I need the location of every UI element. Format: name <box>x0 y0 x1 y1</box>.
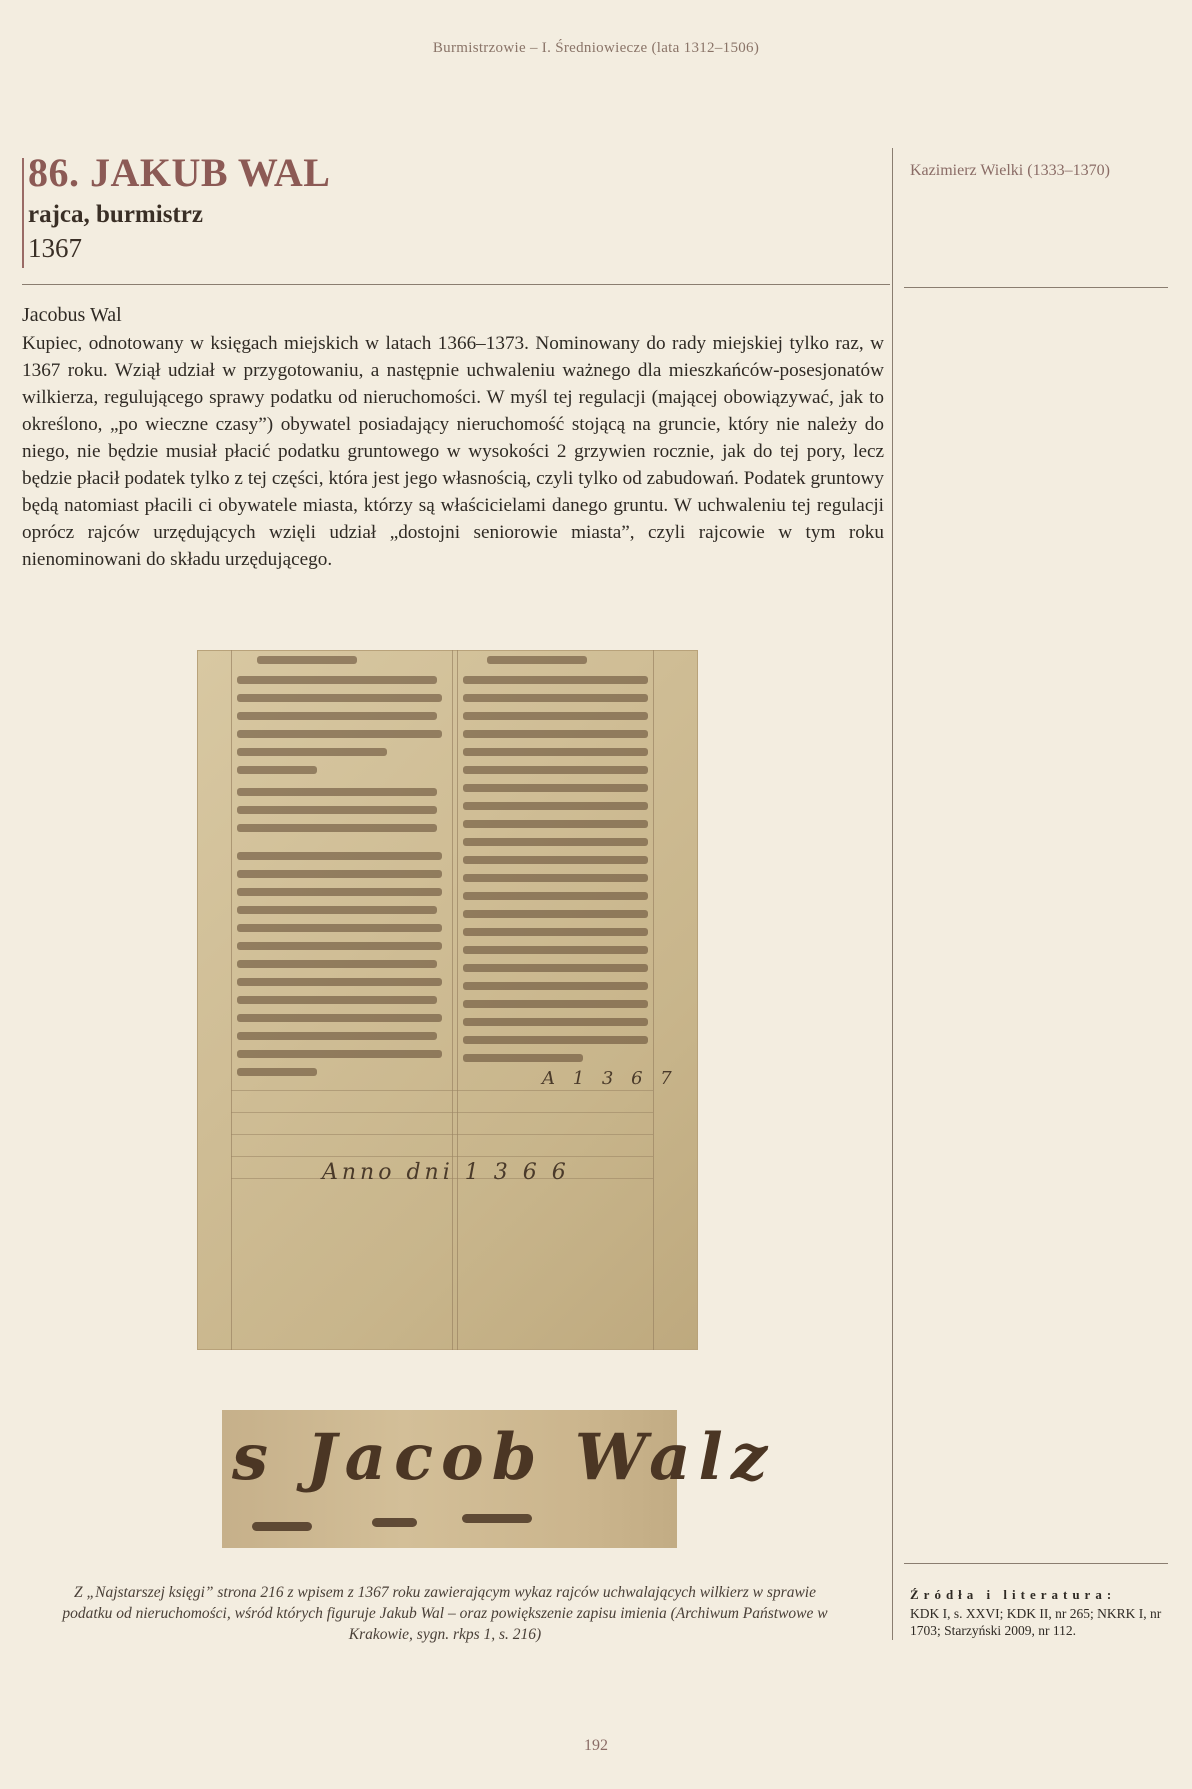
ms-script-line <box>237 712 437 720</box>
sidebar-divider <box>904 287 1168 288</box>
ms-script-line <box>237 960 437 968</box>
ms-ruling-line <box>653 650 654 1350</box>
ms-script-line <box>237 924 442 932</box>
ms-script-line <box>463 1000 648 1008</box>
entry-role: rajca, burmistrz <box>28 201 203 228</box>
ms-script-line <box>237 1014 442 1022</box>
ms-script-line <box>463 964 648 972</box>
ms-ruling-line <box>452 650 453 1350</box>
figure-caption: Z „Najstarszej księgi” strona 216 z wpisem z 1367 roku zawierającym wykaz rajców uchwalających wilkierz w sprawie podatku od nieruchomości, wśród których figuruje Jakub Wal – oraz powiększenie zapisu imienia (Archiwum Państwowe w Krakowie, sygn. rkps 1, s. 216) <box>62 1584 828 1643</box>
ms-script-line <box>237 906 437 914</box>
ms-script-line <box>463 982 648 990</box>
ms-script-line <box>463 712 648 720</box>
manuscript-page-image <box>197 650 698 1350</box>
ms-year-annotation: A 1 3 6 7 <box>542 1068 678 1089</box>
ms-ruling-line <box>231 1112 653 1113</box>
zoomed-name-detail-image <box>222 1410 776 1548</box>
ms-script-line <box>463 730 648 738</box>
zoom-stroke <box>252 1522 312 1531</box>
sidebar <box>910 162 1170 180</box>
ms-script-line <box>463 676 648 684</box>
zoom-handwriting: s Jacob Walz <box>232 1420 776 1495</box>
ms-script-line <box>237 766 317 774</box>
ms-ruling-line <box>457 650 458 1350</box>
entry-year: 1367 <box>28 233 82 263</box>
ms-script-line <box>463 892 648 900</box>
ms-script-line <box>463 784 648 792</box>
ms-script-line <box>237 996 437 1004</box>
ms-script-line <box>463 946 648 954</box>
ms-script-line <box>237 730 442 738</box>
ms-script-line <box>237 870 442 878</box>
ms-script-line <box>463 1036 648 1044</box>
ms-ruling-line <box>231 1156 653 1157</box>
ms-script-line <box>237 1050 442 1058</box>
ms-script-line <box>237 694 442 702</box>
ms-script-line <box>237 1032 437 1040</box>
ms-script-line <box>463 838 648 846</box>
ms-ruling-line <box>231 1134 653 1135</box>
reign-label: Kazimierz Wielki (1333–1370) <box>910 162 1110 179</box>
ms-anno-annotation: Anno dni 1 3 6 6 <box>322 1160 570 1185</box>
ms-script-line <box>487 656 587 664</box>
running-header: Burmistrzowie – I. Średniowiecze (lata 1312–1506) <box>432 40 760 56</box>
sources-body: KDK I, s. XXVI; KDK II, nr 265; NKRK I, nr 1703; Starzyński 2009, nr 112. <box>910 1606 1162 1638</box>
ms-script-line <box>463 874 648 882</box>
column-divider <box>892 148 893 1640</box>
entry-heading <box>22 150 890 266</box>
ms-script-line <box>237 824 437 832</box>
main-column <box>22 150 890 570</box>
sources-heading: Źródła i literatura: <box>910 1587 1117 1602</box>
ms-script-line <box>257 656 357 664</box>
ms-script-line <box>463 820 648 828</box>
ms-script-line <box>237 676 437 684</box>
ms-script-line <box>463 928 648 936</box>
ms-script-line <box>237 1068 317 1076</box>
page-number: 192 <box>584 1737 608 1754</box>
ms-script-line <box>237 978 442 986</box>
ms-script-line <box>237 852 442 860</box>
ms-script-line <box>463 1054 583 1062</box>
biography-text: Kupiec, odnotowany w księgach miejskich w latach 1366–1373. Nominowany do rady miejskiej tylko raz, w 1367 roku. Wziął udział w przygotowaniu, a następnie uchwaleniu ważnego dla mieszkańców-posesjonatów wilkierza, regulującego sprawy podatku od nieruchomości. W myśl tej regulacji (mającej obowiązywać, jak to określono, „po wieczne czasy”) obywatel posiadający nieruchomość stojącą na gruncie, który nie należy do niego, nie będzie musiał płacić podatku gruntowego w wysokości 2 grzywien rocznie, jak do tej pory, lecz będzie płacił podatek tylko z tej części, która jest jego własnością, czyli tylko od zabudowań. Podatek gruntowy będą natomiast płacili ci obywatele miasta, którzy są właścicielami danego gruntu. W uchwaleniu tej regulacji oprócz rajców urzędujących wzięli udział „dostojni seniorowie miasta”, czyli rajcowie w tym roku nienominowani do składu urzędującego. <box>22 333 884 570</box>
zoom-stroke <box>372 1518 417 1527</box>
ms-script-line <box>463 766 648 774</box>
entry-title: 86. JAKUB WAL <box>28 150 331 195</box>
zoom-stroke <box>462 1514 532 1523</box>
heading-divider <box>22 284 890 285</box>
ms-script-line <box>463 748 648 756</box>
ms-script-line <box>463 1018 648 1026</box>
ms-ruling-line <box>231 650 232 1350</box>
title-accent-rule <box>22 158 24 268</box>
ms-script-line <box>237 942 442 950</box>
ms-script-line <box>463 802 648 810</box>
latin-name: Jacobus Wal <box>22 304 122 326</box>
sidebar-divider-bottom <box>904 1563 1168 1564</box>
ms-script-line <box>237 748 387 756</box>
ms-script-line <box>237 806 437 814</box>
ms-script-line <box>463 694 648 702</box>
ms-script-line <box>463 856 648 864</box>
ms-script-line <box>237 788 437 796</box>
ms-script-line <box>463 910 648 918</box>
ms-script-line <box>237 888 442 896</box>
ms-ruling-line <box>231 1090 653 1091</box>
sources-block <box>910 1587 1170 1639</box>
